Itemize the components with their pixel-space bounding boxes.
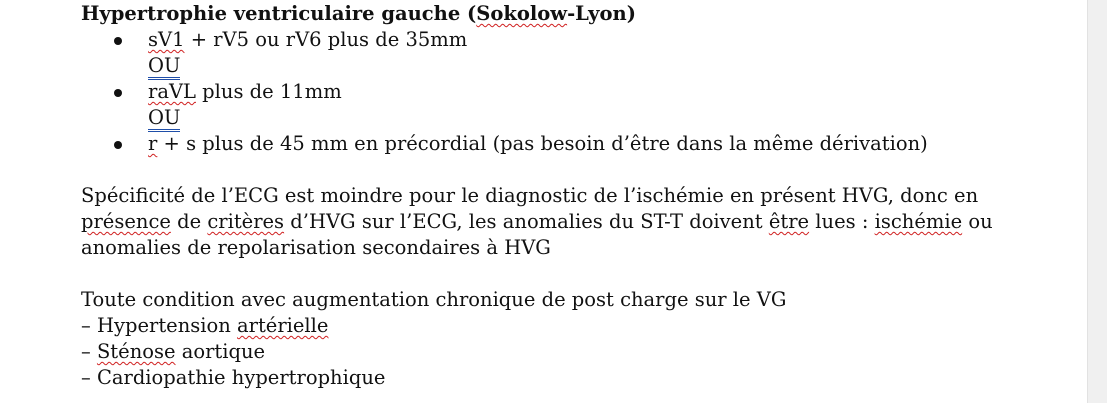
text-run: + s plus de 45 mm en précordial (pas besoin d’être dans la même dérivation): [157, 132, 928, 155]
criteria-list: [81, 27, 981, 157]
or-label: OU: [148, 107, 180, 132]
or-label: OU: [148, 55, 180, 80]
vertical-scrollbar[interactable]: [1087, 0, 1107, 403]
section-heading: [81, 1, 981, 27]
criteria-text: [148, 79, 981, 105]
criteria-text: [148, 131, 981, 157]
criteria-list-item: [81, 27, 981, 79]
text-run: plus de 11mm: [195, 80, 342, 103]
paragraph-line: anomalies de repolarisation secondaires à HVG: [81, 236, 551, 259]
text-run: d’HVG sur l’ECG, les anomalies du ST-T doivent: [284, 210, 769, 233]
bullet-dot-icon: [114, 37, 122, 45]
misspelled-word: Sokolow: [476, 2, 568, 25]
or-connector: [148, 53, 981, 79]
text-run: aortique: [175, 340, 266, 363]
specificity-paragraph: [81, 183, 993, 261]
misspelled-word: critères: [207, 210, 285, 233]
or-connector: [148, 105, 981, 131]
misspelled-word: ischémie: [874, 210, 963, 233]
text-run: + rV5 ou rV6 plus de 35mm: [184, 28, 468, 51]
misspelled-word: r: [148, 132, 158, 155]
misspelled-word: artérielle: [237, 314, 329, 337]
paragraph-line: Spécificité de l’ECG est moindre pour le diagnostic de l’ischémie en présent HVG, donc en: [81, 184, 979, 207]
heading-text-end: -Lyon): [567, 2, 636, 25]
bullet-dot-icon: [114, 89, 122, 97]
text-run: ou: [962, 210, 993, 233]
bullet-dot-icon: [114, 141, 122, 149]
text-run: – Cardiopathie hypertrophique: [81, 366, 386, 389]
misspelled-word: être: [768, 210, 810, 233]
text-run: lues :: [809, 210, 875, 233]
condition-item: [81, 365, 981, 391]
misspelled-word: sV1: [148, 28, 185, 51]
text-run: – Hypertension: [81, 314, 237, 337]
conditions-list: [81, 313, 981, 391]
conditions-intro: Toute condition avec augmentation chronique de post charge sur le VG: [81, 288, 787, 311]
text-run: de: [170, 210, 208, 233]
text-run: –: [81, 340, 97, 363]
condition-item: [81, 313, 981, 339]
condition-item: [81, 339, 981, 365]
paragraph-line: [81, 209, 993, 235]
criteria-text: [148, 27, 981, 53]
criteria-list-item: [81, 131, 981, 157]
misspelled-word: Sténose: [96, 340, 176, 363]
heading-text-start: Hypertrophie ventriculaire gauche (: [81, 2, 477, 25]
criteria-list-item: [81, 79, 981, 131]
document-body: [81, 1, 993, 391]
misspelled-word: présence: [81, 210, 171, 233]
misspelled-word: raVL: [148, 80, 196, 103]
conditions-paragraph: [81, 287, 981, 391]
